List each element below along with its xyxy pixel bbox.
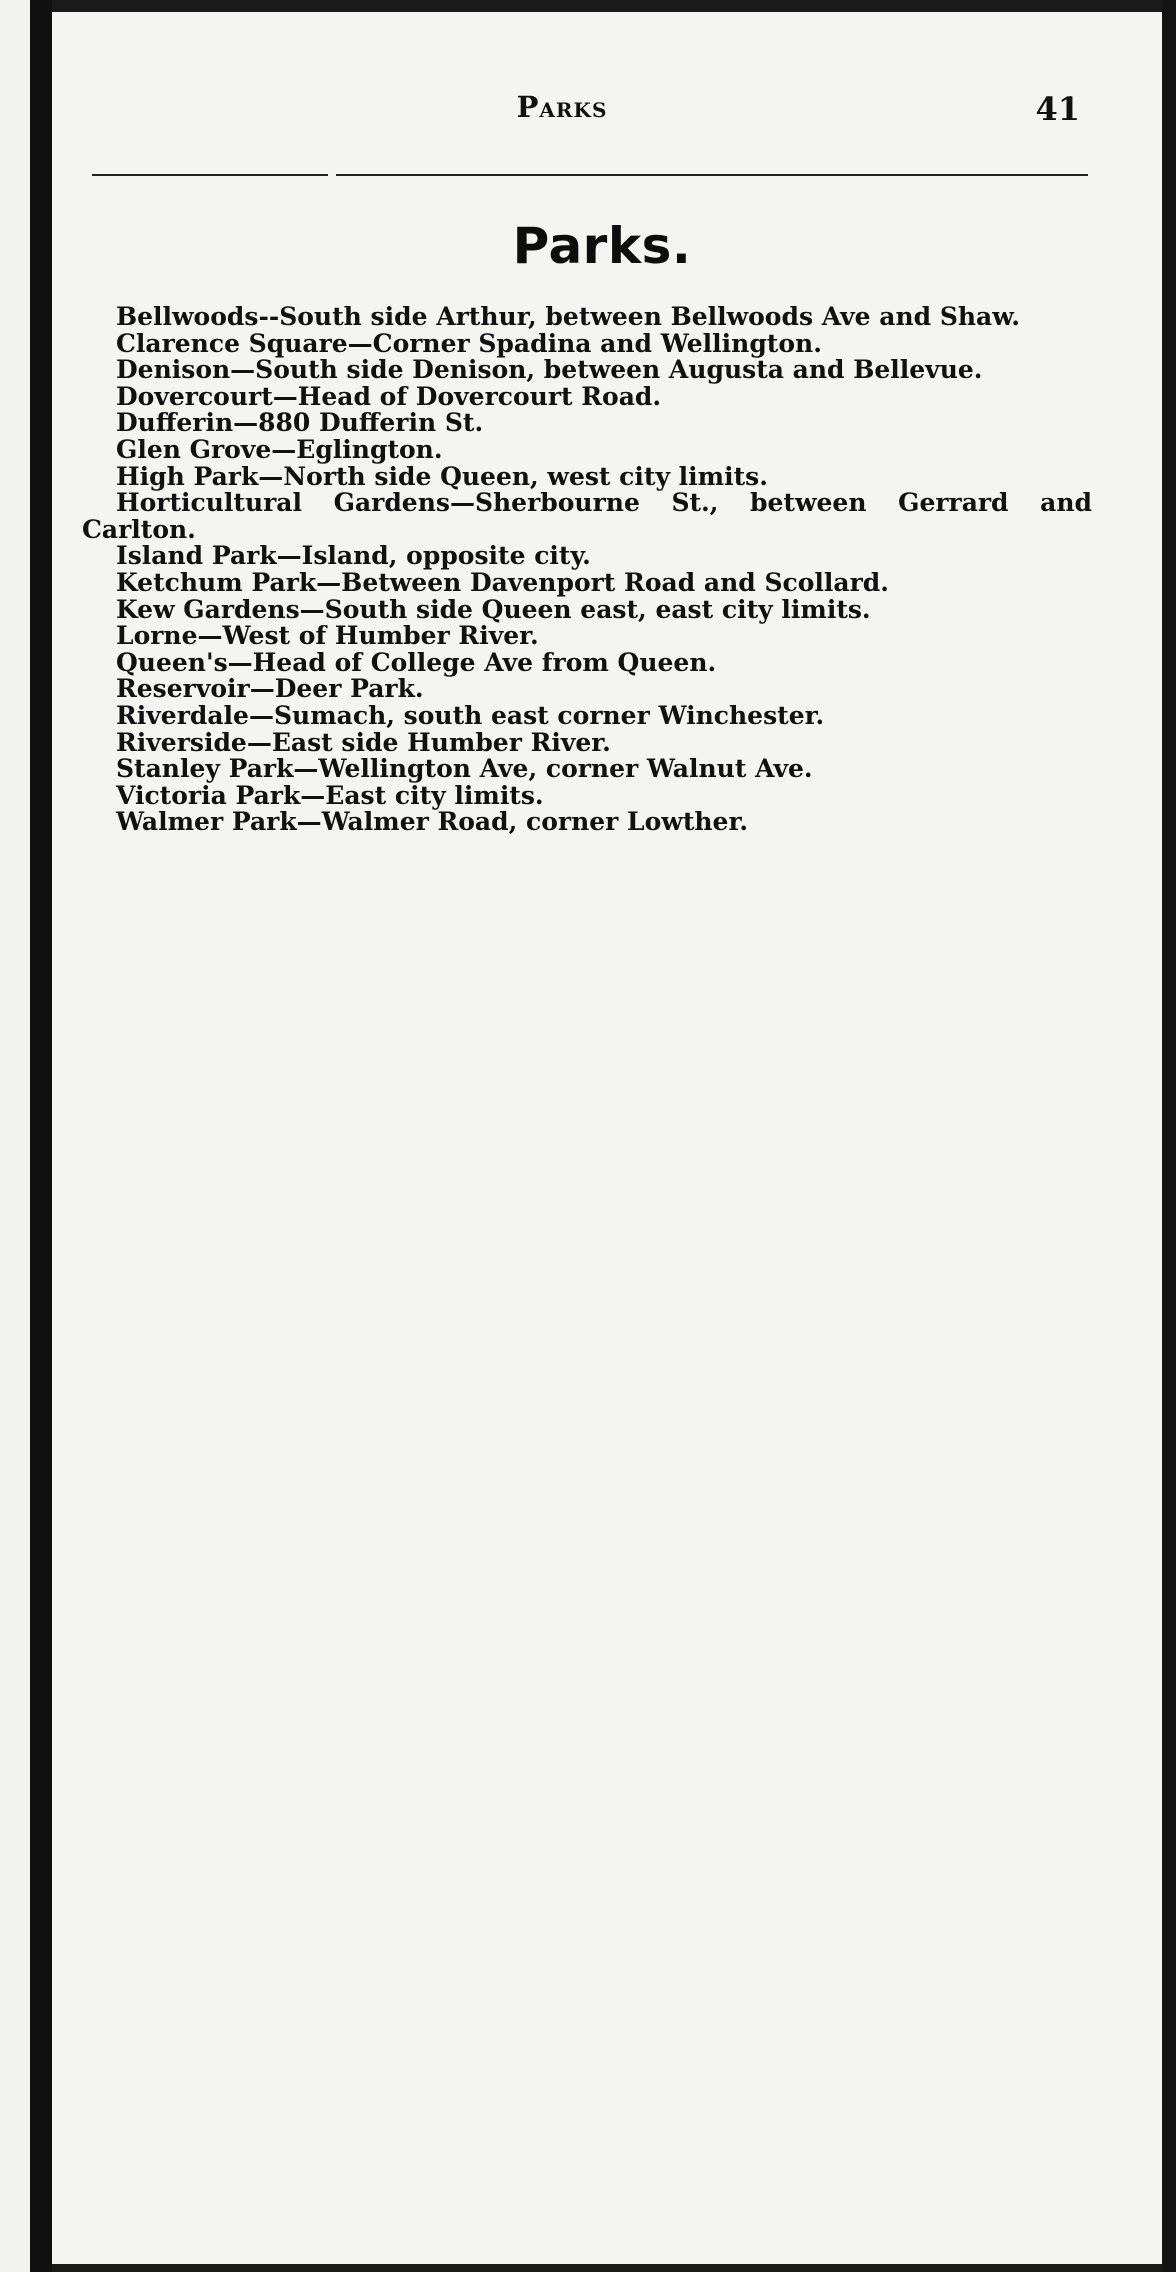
list-item-text: Queen's—Head of College Ave from Queen. — [116, 647, 717, 677]
list-item — [82, 381, 1092, 411]
list-item-text: Riverside—East side Humber River. — [116, 727, 611, 757]
running-head-title: Parks — [516, 90, 608, 124]
list-item — [82, 490, 1092, 543]
list-item-text: Riverdale—Sumach, south east corner Winchester. — [116, 700, 825, 730]
list-item — [82, 567, 1092, 597]
list-item-text: Dufferin—880 Dufferin St. — [116, 408, 484, 438]
binding-edge — [30, 0, 52, 2272]
list-item-text: Clarence Square—Corner Spadina and Wellington. — [116, 328, 822, 358]
list-item — [82, 647, 1092, 677]
page-edge — [1162, 0, 1176, 2272]
list-item-text: Kew Gardens—South side Queen east, east city limits. — [116, 594, 871, 624]
parks-list — [82, 304, 1092, 836]
list-item-text: Horticultural Gardens—Sherbourne St., between Gerrard and Carlton. — [82, 488, 1092, 544]
list-item-text: Denison—South side Denison, between Augusta and Bellevue. — [116, 355, 983, 385]
list-item-text: Stanley Park—Wellington Ave, corner Walnut Ave. — [116, 754, 813, 784]
list-item — [82, 434, 1092, 464]
list-item — [82, 410, 1092, 437]
list-item-text: Dovercourt—Head of Dovercourt Road. — [116, 381, 662, 411]
list-item — [82, 756, 1092, 783]
paper-sheet — [52, 12, 1162, 2264]
list-item — [82, 543, 1092, 570]
list-item — [82, 594, 1092, 624]
list-item-text: Reservoir—Deer Park. — [116, 674, 424, 704]
list-item — [82, 676, 1092, 703]
list-item-text: Glen Grove—Eglington. — [116, 434, 443, 464]
list-item-text: Walmer Park—Walmer Road, corner Lowther. — [116, 807, 749, 837]
list-item — [82, 623, 1092, 650]
list-item-text: High Park—North side Queen, west city limits. — [116, 461, 768, 491]
header-rule-left — [92, 174, 328, 176]
list-item — [82, 700, 1092, 730]
header-rule-right — [336, 174, 1088, 176]
list-item — [82, 780, 1092, 810]
list-item-text: Victoria Park—East city limits. — [116, 780, 544, 810]
list-item — [82, 727, 1092, 757]
list-item — [82, 809, 1092, 836]
list-item — [82, 357, 1092, 384]
list-item-text: Ketchum Park—Between Davenport Road and Scollard. — [116, 567, 889, 597]
list-item-text: Island Park—Island, opposite city. — [116, 541, 591, 571]
list-item — [82, 461, 1092, 491]
list-item — [82, 304, 1092, 331]
list-item-text: Bellwoods--South side Arthur, between Bellwoods Ave and Shaw. — [116, 302, 1020, 331]
page-margin — [0, 0, 30, 2272]
page-title: Parks. — [512, 217, 692, 275]
page-number: 41 — [1035, 90, 1080, 128]
list-item — [82, 328, 1092, 358]
list-item-text: Lorne—West of Humber River. — [116, 621, 539, 651]
